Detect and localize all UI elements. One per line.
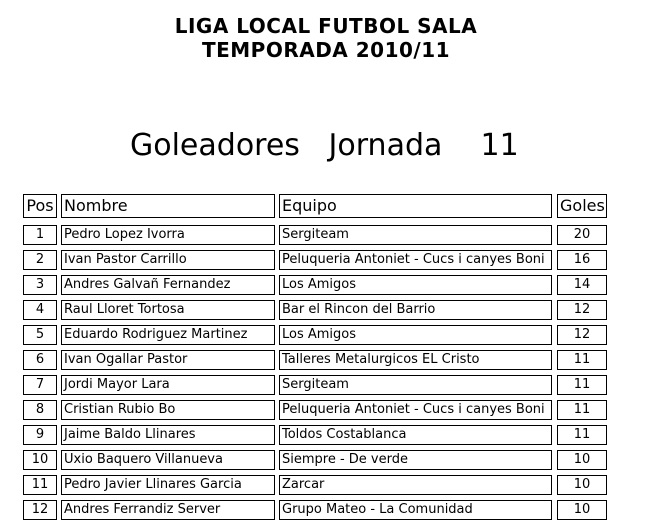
- row-name: Eduardo Rodriguez Martinez: [61, 325, 275, 345]
- row-goals: 16: [557, 250, 607, 270]
- row-team: Sergiteam: [279, 225, 552, 245]
- row-team: Los Amigos: [279, 325, 552, 345]
- row-team: Talleres Metalurgicos EL Cristo: [279, 350, 552, 370]
- row-pos: 5: [23, 325, 57, 345]
- row-goals: 11: [557, 400, 607, 420]
- row-name: Uxio Baquero Villanueva: [61, 450, 275, 470]
- row-team: Los Amigos: [279, 275, 552, 295]
- row-pos: 3: [23, 275, 57, 295]
- row-team: Toldos Costablanca: [279, 425, 552, 445]
- row-name: Ivan Ogallar Pastor: [61, 350, 275, 370]
- row-pos: 8: [23, 400, 57, 420]
- row-name: Ivan Pastor Carrillo: [61, 250, 275, 270]
- row-goals: 10: [557, 475, 607, 495]
- row-pos: 11: [23, 475, 57, 495]
- row-team: Grupo Mateo - La Comunidad: [279, 500, 552, 520]
- row-goals: 14: [557, 275, 607, 295]
- column-header-team: Equipo: [279, 194, 552, 218]
- league-header: [0, 14, 652, 62]
- row-team: Zarcar: [279, 475, 552, 495]
- row-name: Cristian Rubio Bo: [61, 400, 275, 420]
- league-title: LIGA LOCAL FUTBOL SALA: [174, 14, 478, 38]
- row-name: Raul Lloret Tortosa: [61, 300, 275, 320]
- row-pos: 2: [23, 250, 57, 270]
- row-pos: 6: [23, 350, 57, 370]
- column-header-name: Nombre: [61, 194, 275, 218]
- row-goals: 10: [557, 450, 607, 470]
- row-name: Jordi Mayor Lara: [61, 375, 275, 395]
- row-team: Sergiteam: [279, 375, 552, 395]
- row-name: Pedro Lopez Ivorra: [61, 225, 275, 245]
- row-team: Peluqueria Antoniet - Cucs i canyes Boni: [279, 250, 552, 270]
- scorers-heading: [130, 126, 519, 166]
- row-goals: 12: [557, 325, 607, 345]
- season-title: TEMPORADA 2010/11: [201, 38, 451, 62]
- row-team: Siempre - De verde: [279, 450, 552, 470]
- row-name: Jaime Baldo Llinares: [61, 425, 275, 445]
- row-pos: 9: [23, 425, 57, 445]
- row-goals: 12: [557, 300, 607, 320]
- row-goals: 11: [557, 350, 607, 370]
- column-header-goals: Goles: [557, 194, 607, 218]
- row-name: Andres Galvañ Fernandez: [61, 275, 275, 295]
- row-name: Pedro Javier Llinares Garcia: [61, 475, 275, 495]
- row-pos: 12: [23, 500, 57, 520]
- row-goals: 20: [557, 225, 607, 245]
- row-goals: 11: [557, 375, 607, 395]
- row-team: Peluqueria Antoniet - Cucs i canyes Boni: [279, 400, 552, 420]
- row-pos: 10: [23, 450, 57, 470]
- row-pos: 7: [23, 375, 57, 395]
- round-number: 11: [480, 128, 519, 163]
- row-pos: 4: [23, 300, 57, 320]
- row-pos: 1: [23, 225, 57, 245]
- row-goals: 10: [557, 500, 607, 520]
- row-goals: 11: [557, 425, 607, 445]
- row-team: Bar el Rincon del Barrio: [279, 300, 552, 320]
- scorers-label: Goleadores: [130, 128, 300, 163]
- round-label: Jornada: [328, 128, 443, 163]
- column-header-pos: Pos: [23, 194, 57, 218]
- row-name: Andres Ferrandiz Server: [61, 500, 275, 520]
